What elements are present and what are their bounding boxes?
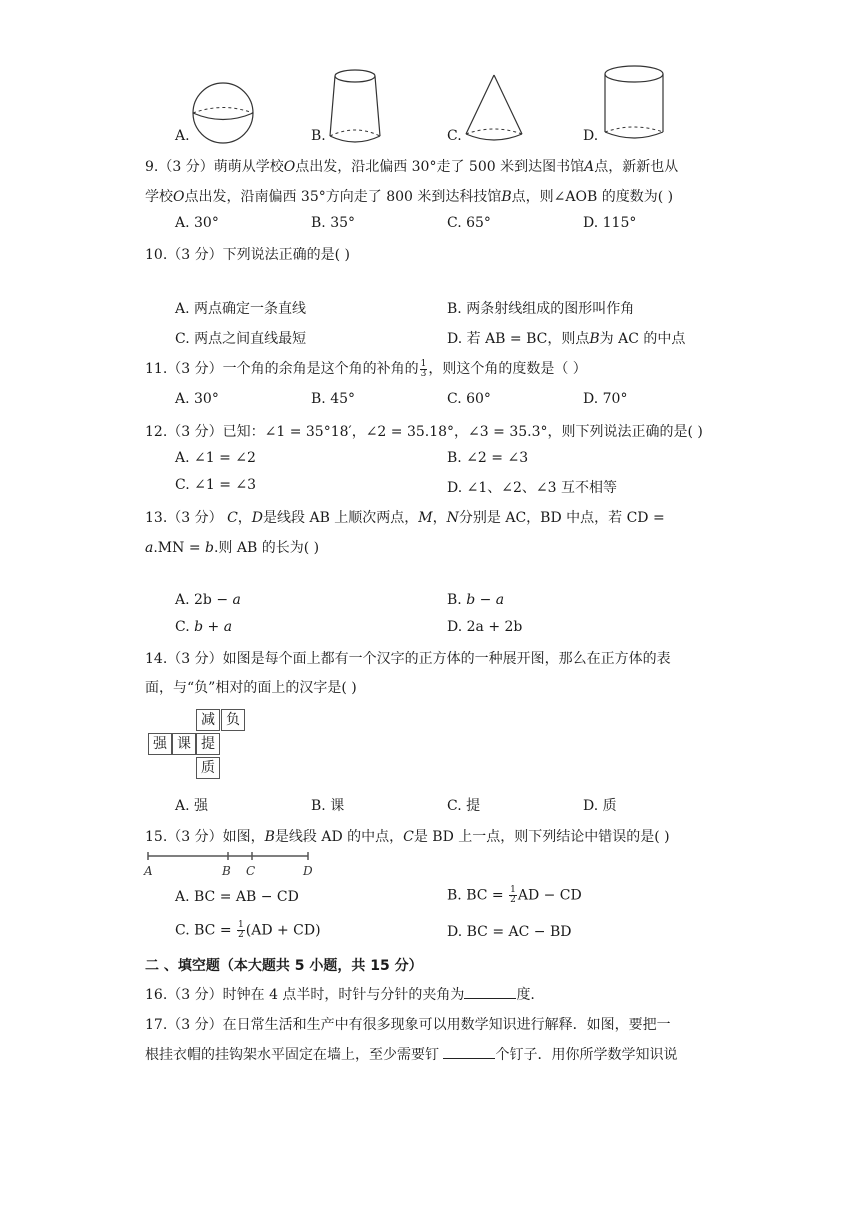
q8-option-d-label: D. <box>583 128 599 144</box>
cone-icon <box>462 72 526 146</box>
fraction-num: 1 <box>238 920 244 930</box>
q9-option-d: D. 115° <box>583 215 637 231</box>
cylinder-icon <box>600 62 668 146</box>
q17-stem-before: 根挂衣帽的挂钩架水平固定在墙上，至少需要钉 <box>145 1047 444 1063</box>
point-b-label: B <box>222 864 231 878</box>
q17-stem-line2 <box>145 1044 677 1064</box>
q9-stem-line1: 9.（3 分）萌萌从学校𝑂点出发，沿北偏西 30°走了 500 米到达图书馆𝐴点，新新也从 <box>145 159 679 175</box>
q16-stem-after: 度. <box>516 987 535 1003</box>
q15-option-a: A. BC = AB − CD <box>175 889 299 905</box>
q9-option-b: B. 35° <box>311 215 356 231</box>
q16-stem-before: 16.（3 分）时钟在 4 点半时，时针与分针的夹角为 <box>145 987 465 1003</box>
fraction-num: 1 <box>510 885 516 895</box>
q8-option-b-label: B. <box>311 128 326 144</box>
q14-stem-line2: 面，与“负”相对的面上的汉字是( ) <box>145 680 357 696</box>
q10-option-c: C. 两点之间直线最短 <box>175 331 307 347</box>
net-cell: 强 <box>148 733 172 755</box>
q13-option-b: B. 𝑏 − 𝑎 <box>447 592 505 608</box>
q14-option-a: A. 强 <box>175 798 209 814</box>
q12-option-c: C. ∠1 = ∠3 <box>175 477 257 493</box>
q13-stem-line2: 𝑎.MN = 𝑏.则 AB 的长为( ) <box>145 540 320 556</box>
q16-stem <box>145 984 535 1004</box>
net-cell: 负 <box>221 709 245 731</box>
q15-option-b-before: B. BC = <box>447 887 509 904</box>
frustum-icon <box>325 66 385 148</box>
q17-stem-line1: 17.（3 分）在日常生活和生产中有很多现象可以用数学知识进行解释．如图，要把一 <box>145 1017 671 1033</box>
q11-fraction <box>420 360 428 379</box>
q11-option-a: A. 30° <box>175 391 219 407</box>
q9-stem-line2: 学校𝑂点出发，沿南偏西 35°方向走了 800 米到达科技馆𝐵点，则∠AOB 的度数为( ) <box>145 189 674 205</box>
q16-answer-blank <box>464 984 516 999</box>
q13-stem-line1: 13.（3 分） 𝐶，𝐷是线段 AB 上顺次两点，𝑀，𝑁分别是 AC，BD 中点，若 CD = <box>145 510 665 526</box>
q12-option-a: A. ∠1 = ∠2 <box>175 450 256 466</box>
q14-option-b: B. 课 <box>311 798 345 814</box>
q12-stem: 12.（3 分）已知：∠1 = 35°18′，∠2 = 35.18°，∠3 = 35.3°，则下列说法正确的是( ) <box>145 424 703 440</box>
point-c-label: C <box>246 864 256 878</box>
q11-option-b: B. 45° <box>311 391 356 407</box>
q14-option-d: D. 质 <box>583 798 617 814</box>
point-a-label: A <box>144 864 153 878</box>
sphere-icon <box>190 80 256 146</box>
q11-option-c: C. 60° <box>447 391 491 407</box>
q11-fraction-den: 3 <box>420 368 427 379</box>
q12-option-d: D. ∠1、∠2、∠3 互不相等 <box>447 480 617 496</box>
q10-option-d: D. 若 AB = BC，则点𝐵为 AC 的中点 <box>447 331 686 347</box>
q13-option-c: C. 𝑏 + 𝑎 <box>175 619 233 635</box>
q15-option-c <box>175 921 321 940</box>
q13-option-a: A. 2b − 𝑎 <box>175 592 241 608</box>
q15-option-c-after: (AD + CD) <box>245 922 321 939</box>
q11-stem-before: 11.（3 分）一个角的余角是这个角的补角的 <box>145 361 419 377</box>
q15-option-b-after: AD − CD <box>517 887 582 904</box>
fraction-den: 2 <box>238 930 244 940</box>
q11-fraction-num: 1 <box>420 358 427 369</box>
q9-option-a: A. 30° <box>175 215 219 231</box>
q11-option-d: D. 70° <box>583 391 628 407</box>
q15-option-b-fraction <box>509 886 517 905</box>
net-cell: 课 <box>172 733 196 755</box>
q10-option-a: A. 两点确定一条直线 <box>175 301 307 317</box>
net-cell: 质 <box>196 757 220 779</box>
q17-stem-after: 个钉子．用你所学数学知识说 <box>495 1047 678 1063</box>
q11-stem <box>145 358 587 379</box>
q15-option-b <box>447 886 582 905</box>
q11-stem-after: ，则这个角的度数是（ ） <box>428 361 587 377</box>
line-segment-figure <box>142 848 322 878</box>
q15-option-c-before: C. BC = <box>175 922 237 939</box>
point-d-label: D <box>303 864 313 878</box>
q10-option-b: B. 两条射线组成的图形叫作角 <box>447 301 635 317</box>
q15-option-d: D. BC = AC − BD <box>447 924 572 940</box>
net-cell: 减 <box>196 709 220 731</box>
section-title-fill-in: 二 、填空题（本大题共 5 小题，共 15 分） <box>145 958 423 974</box>
q9-option-c: C. 65° <box>447 215 491 231</box>
net-cell: 提 <box>196 733 220 755</box>
q15-option-c-fraction <box>237 921 245 940</box>
q8-option-c-label: C. <box>447 128 462 144</box>
q14-option-c: C. 提 <box>447 798 481 814</box>
q12-option-b: B. ∠2 = ∠3 <box>447 450 529 466</box>
q10-stem: 10.（3 分）下列说法正确的是( ) <box>145 247 350 263</box>
q15-stem: 15.（3 分）如图，𝐵是线段 AD 的中点，𝐶是 BD 上一点，则下列结论中错误的是( ) <box>145 829 670 845</box>
q14-stem-line1: 14.（3 分）如图是每个面上都有一个汉字的正方体的一种展开图，那么在正方体的表 <box>145 651 671 667</box>
q13-option-d: D. 2a + 2b <box>447 619 523 635</box>
q17-answer-blank <box>443 1044 495 1059</box>
q8-option-a-label: A. <box>175 128 190 144</box>
fraction-den: 2 <box>510 895 516 905</box>
